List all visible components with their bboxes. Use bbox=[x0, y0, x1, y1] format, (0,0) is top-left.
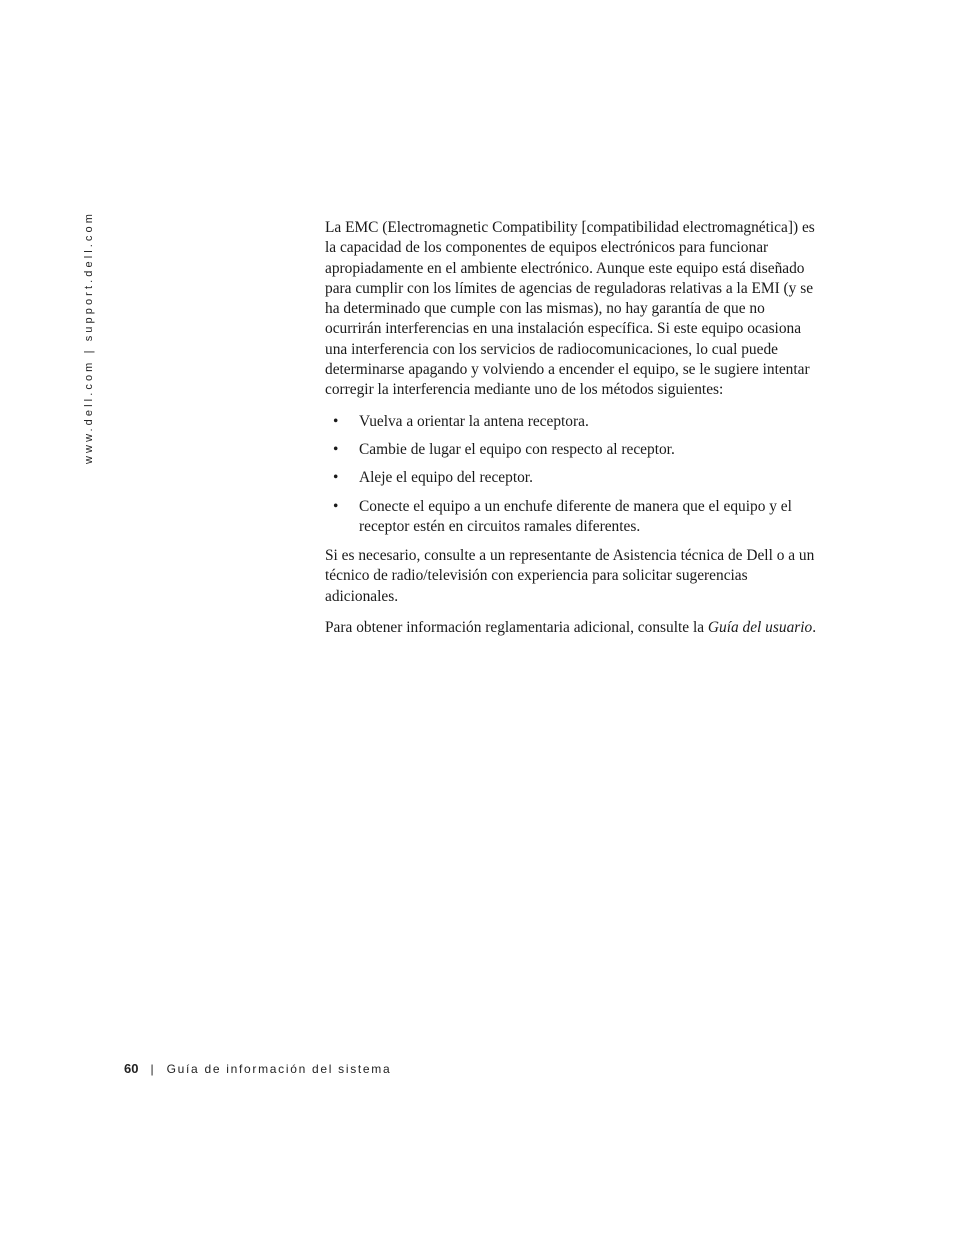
emc-intro-paragraph: La EMC (Electromagnetic Compatibility [compatibilidad electromagnética]) es la capacidad de los componentes de equipos electrónicos para funcionar apropiadamente en el ambiente electrónico. Aunque este equipo está diseñado para cumplir con los límites de agencias de reguladoras relativas a la EMI (y se ha determinado que cumple con las mismas), no hay garantía de que no ocurrirán interferencias en una instalación específica. Si este equipo ocasiona una interferencia con los servicios de radiocomunicaciones, lo cual puede determinarse apagando y volviendo a encender el equipo, se le sugiere intentar corregir la interferencia mediante uno de los métodos siguientes: bbox=[325, 219, 815, 399]
bullet-marker: • bbox=[333, 497, 339, 515]
list-item bbox=[325, 468, 817, 488]
reference-prefix: Para obtener información reglamentaria adicional, consulte la bbox=[325, 619, 708, 637]
page-number: 60 bbox=[124, 1061, 139, 1076]
page-content bbox=[325, 218, 817, 649]
methods-list bbox=[325, 412, 817, 537]
list-item-text: Aleje el equipo del receptor. bbox=[359, 469, 533, 487]
list-item-text: Cambie de lugar el equipo con respecto al receptor. bbox=[359, 440, 675, 458]
bullet-marker: • bbox=[333, 440, 339, 458]
side-url-text: www.dell.com | support.dell.com bbox=[83, 210, 95, 464]
footer-separator: | bbox=[150, 1062, 154, 1076]
guide-title: Guía de información del sistema bbox=[166, 1062, 392, 1076]
list-item-text: Conecte el equipo a un enchufe diferente de manera que el equipo y el receptor estén en circuitos ramales diferentes. bbox=[359, 497, 792, 535]
reference-suffix: . bbox=[812, 619, 817, 637]
reference-paragraph bbox=[325, 618, 817, 638]
list-item bbox=[325, 440, 817, 460]
support-paragraph: Si es necesario, consulte a un representante de Asistencia técnica de Dell o a un técnico de radio/televisión con experiencia para solicitar sugerencias adicionales. bbox=[325, 547, 815, 605]
bullet-marker: • bbox=[333, 469, 339, 487]
list-item bbox=[325, 412, 817, 432]
list-item bbox=[325, 497, 817, 538]
bullet-marker: • bbox=[333, 412, 339, 430]
list-item-text: Vuelva a orientar la antena receptora. bbox=[359, 412, 589, 430]
page-footer bbox=[124, 1061, 391, 1076]
user-guide-reference: Guía del usuario bbox=[707, 619, 813, 637]
